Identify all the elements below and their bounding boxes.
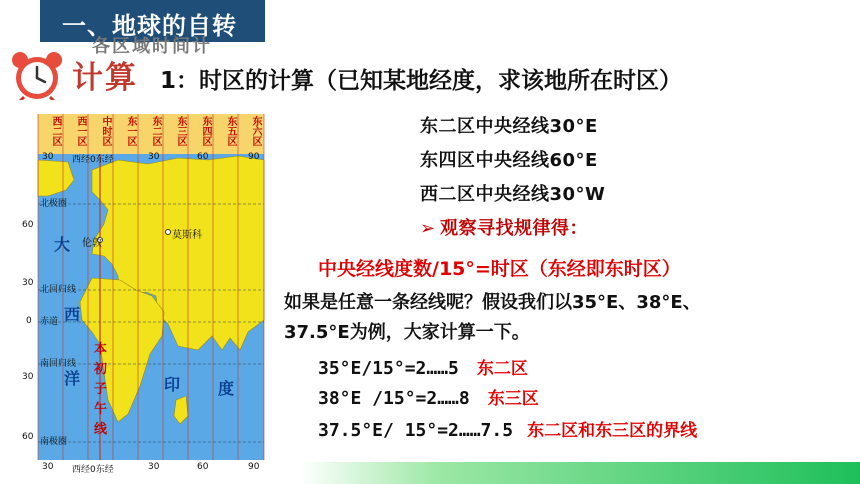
city-label: 莫斯科 bbox=[172, 230, 202, 241]
zone-label: 东一区 bbox=[125, 116, 136, 146]
tick-label: 西经0东经 bbox=[72, 155, 114, 165]
lat-label: 南回归线 bbox=[40, 359, 77, 369]
zone-label: 西二区 bbox=[50, 116, 61, 146]
banner-title: 一、地球的自转 bbox=[62, 12, 237, 40]
lat-label: 北极圈 bbox=[40, 199, 68, 209]
tick-label: 30 bbox=[148, 152, 160, 162]
tick-label: 60 bbox=[22, 432, 34, 442]
question-line-2: 37.5°E为例，大家计算一下。 bbox=[284, 322, 530, 343]
ocean-label: 洋 bbox=[64, 369, 81, 388]
calc-answer: 东三区 bbox=[487, 389, 539, 409]
calc-expression: 38°E /15°=2……8 bbox=[318, 388, 470, 409]
tick-label: 30 bbox=[22, 278, 34, 288]
ocean-label: 西 bbox=[64, 305, 81, 324]
zone-label: 中时区 bbox=[100, 116, 111, 146]
ocean-label: 度 bbox=[218, 379, 235, 398]
calc-row bbox=[318, 354, 528, 379]
rule-statement: 中央经线度数/15°=时区（东经即东时区） bbox=[318, 258, 681, 280]
calc-answer: 东二区 bbox=[476, 359, 528, 379]
lat-label: 南极圈 bbox=[40, 437, 68, 447]
calc-expression: 35°E/15°=2……5 bbox=[318, 358, 459, 379]
zone-labels bbox=[38, 116, 264, 154]
lat-label: 北回归线 bbox=[40, 285, 77, 295]
prime-meridian-label: 本 初 子 午 线 bbox=[94, 342, 108, 437]
tick-label: 90 bbox=[248, 152, 260, 162]
alarm-clock-icon bbox=[8, 50, 66, 102]
example-line-3: 西二区中央经线30°W bbox=[420, 184, 606, 205]
tick-label: 30 bbox=[148, 462, 160, 472]
observe-text: 观察寻找规律得： bbox=[440, 218, 588, 239]
tick-label: 60 bbox=[22, 220, 34, 230]
arrow-bullet-icon: ➢ bbox=[420, 218, 436, 239]
city-label: 伦敦 bbox=[82, 238, 102, 249]
section-title: 1：时区的计算（已知某地经度，求该地所在时区） bbox=[160, 68, 683, 94]
tick-label: 30 bbox=[42, 462, 54, 472]
tick-label: 30 bbox=[22, 372, 34, 382]
tick-label: 90 bbox=[248, 462, 260, 472]
tick-label: 60 bbox=[197, 462, 209, 472]
zone-label: 东三区 bbox=[175, 116, 186, 146]
tick-label: 西经0东经 bbox=[72, 465, 114, 475]
calc-answer: 东二区和东三区的界线 bbox=[527, 421, 698, 441]
ocean-label: 印 bbox=[164, 375, 181, 394]
question-line-1: 如果是任意一条经线呢？假设我们以35°E、38°E、 bbox=[284, 292, 701, 313]
zone-label: 东二区 bbox=[150, 116, 161, 146]
footer-gradient-bar bbox=[300, 462, 860, 484]
tick-label: 60 bbox=[197, 152, 209, 162]
ghost-heading: 各区域时间计 bbox=[92, 36, 212, 57]
tick-label: 0 bbox=[26, 316, 32, 326]
tick-label: 30 bbox=[42, 152, 54, 162]
calc-row bbox=[318, 416, 697, 441]
ocean-label: 大 bbox=[54, 235, 71, 254]
lat-label: 赤道 bbox=[40, 317, 59, 327]
zone-label: 东六区 bbox=[250, 116, 261, 146]
observe-line bbox=[420, 214, 588, 240]
calc-expression: 37.5°E/ 15°=2……7.5 bbox=[318, 420, 514, 441]
zone-label: 西一区 bbox=[75, 116, 86, 146]
section-tag: 计算 bbox=[72, 60, 138, 96]
zone-label: 东五区 bbox=[225, 116, 236, 146]
calc-row bbox=[318, 384, 539, 409]
example-line-1: 东二区中央经线30°E bbox=[420, 116, 598, 137]
zone-label: 东四区 bbox=[200, 116, 211, 146]
example-line-2: 东四区中央经线60°E bbox=[420, 150, 598, 171]
